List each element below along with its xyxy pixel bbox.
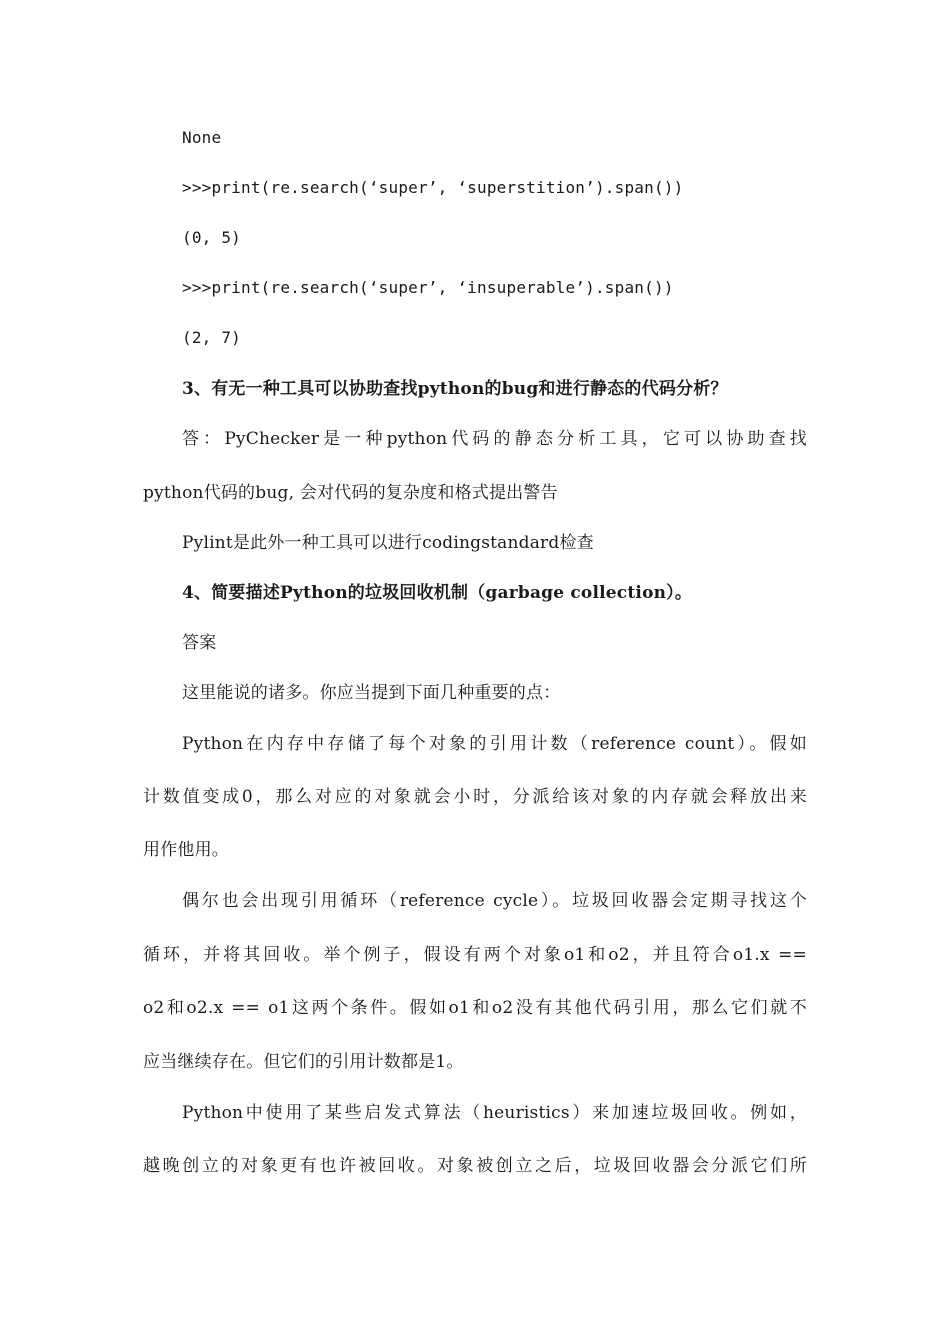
paragraph-1-line-2: 计数值变成0，那么对应的对象就会小时，分派给该对象的内存就会释放出来 <box>143 787 807 807</box>
question-3-answer-line-1: 答：PyChecker是一种python代码的静态分析工具，它可以协助查找 <box>182 429 807 449</box>
code-output-span-1: (0, 5) <box>182 228 241 247</box>
paragraph-3-line-1: Python中使用了某些启发式算法（heuristics）来加速垃圾回收。例如， <box>182 1103 807 1123</box>
paragraph-1-line-1: Python在内存中存储了每个对象的引用计数（reference count）。假如 <box>182 734 807 754</box>
question-4-heading: 4、简要描述Python的垃圾回收机制（garbage collection）。 <box>182 583 693 603</box>
paragraph-3-line-2: 越晚创立的对象更有也许被回收。对象被创立之后，垃圾回收器会分派它们所 <box>143 1156 807 1176</box>
paragraph-2-line-2: 循环，并将其回收。举个例子，假设有两个对象o1和o2，并且符合o1.x == <box>143 945 807 965</box>
code-output-none: None <box>182 128 222 147</box>
code-line-insuperable: >>>print(re.search(‘super’, ‘insuperable’).span()) <box>182 278 674 297</box>
question-3-heading: 3、有无一种工具可以协助查找python的bug和进行静态的代码分析？ <box>182 379 728 399</box>
code-line-superstition: >>>print(re.search(‘super’, ‘superstition’).span()) <box>182 178 684 197</box>
question-3-pylint-note: Pylint是此外一种工具可以进行codingstandard检查 <box>182 533 594 553</box>
paragraph-2-line-1: 偶尔也会出现引用循环（reference cycle）。垃圾回收器会定期寻找这个 <box>182 891 807 911</box>
question-3-answer-line-2: python代码的bug, 会对代码的复杂度和格式提出警告 <box>143 483 558 503</box>
paragraph-2-line-4: 应当继续存在。但它们的引用计数都是1。 <box>143 1052 464 1072</box>
question-4-intro: 这里能说的诸多。你应当提到下面几种重要的点： <box>182 683 561 703</box>
question-4-answer-label: 答案 <box>182 633 217 653</box>
code-output-span-2: (2, 7) <box>182 328 241 347</box>
paragraph-2-line-3: o2和o2.x == o1这两个条件。假如o1和o2没有其他代码引用，那么它们就不 <box>143 998 807 1018</box>
paragraph-1-line-3: 用作他用。 <box>143 840 229 860</box>
